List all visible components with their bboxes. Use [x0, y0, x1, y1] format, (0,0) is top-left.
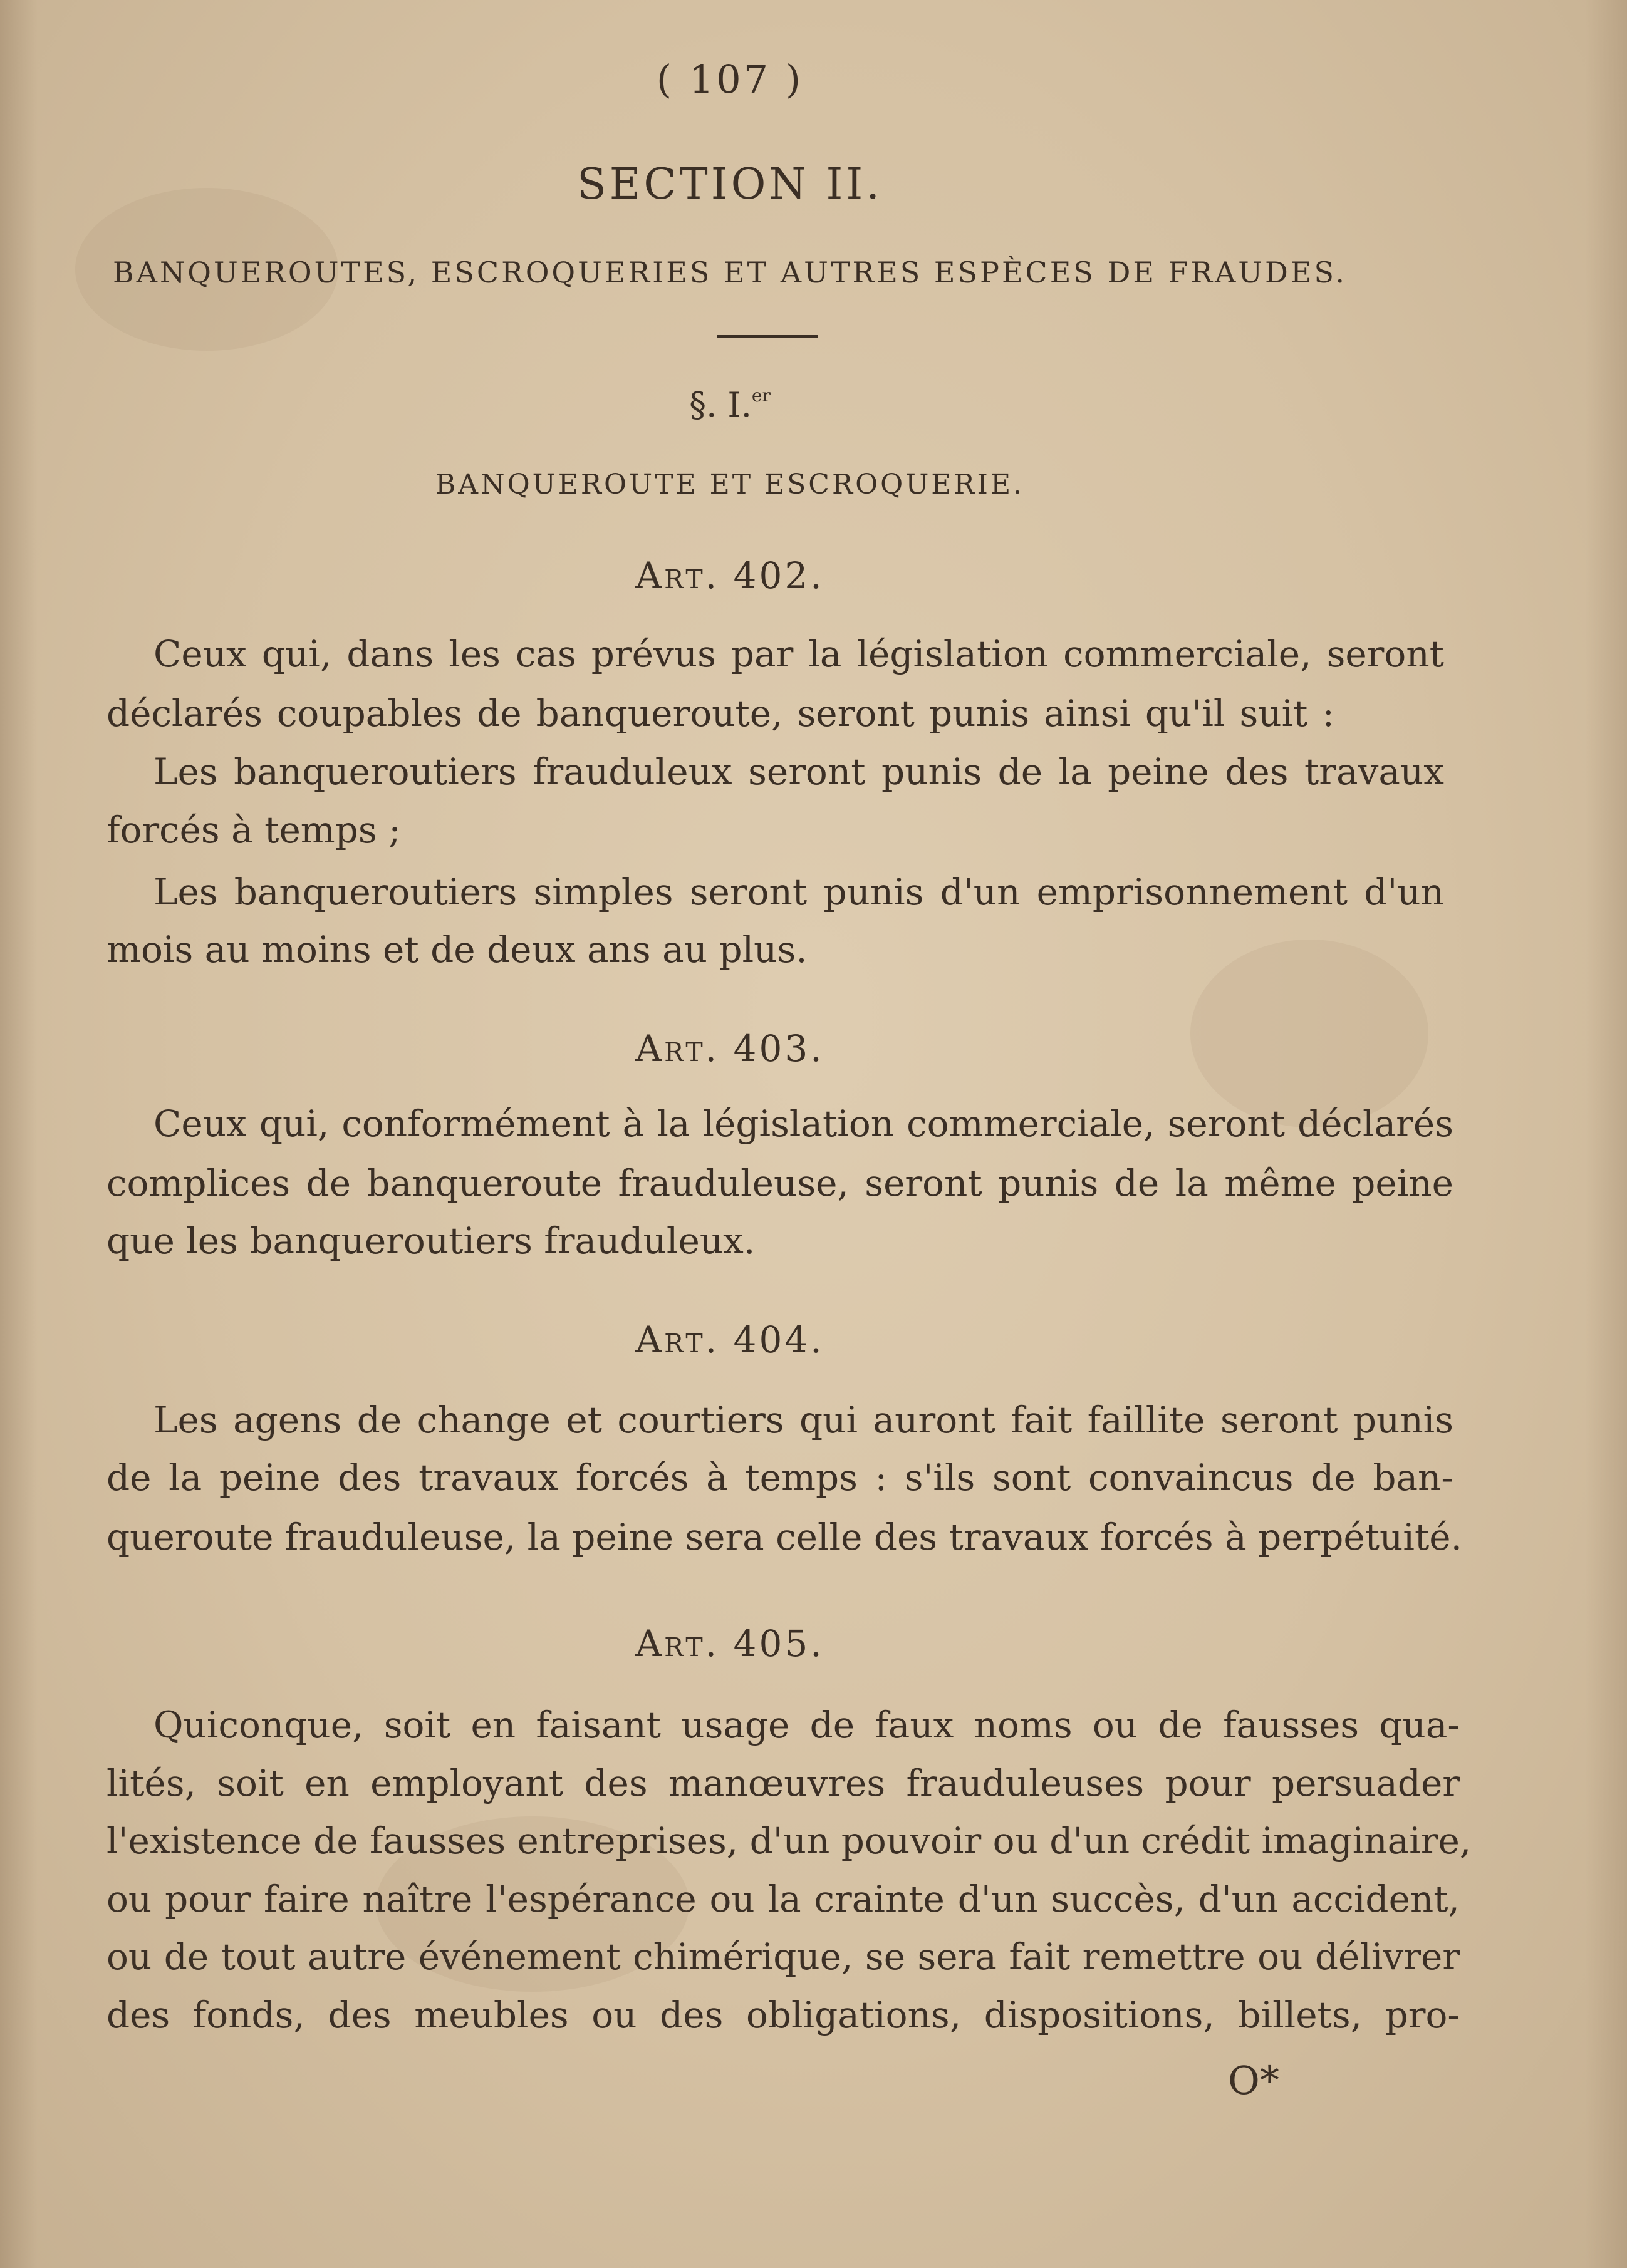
- paragraph-sign-superscript: er: [751, 385, 771, 406]
- text-line: mois au moins et de deux ans au plus.: [107, 928, 808, 971]
- paragraph-title: BANQUEROUTE ET ESCROQUERIE.: [435, 469, 1025, 500]
- text-line: de la peine des travaux forcés à temps : s'ils sont convaincus de ban-: [107, 1456, 1453, 1499]
- article-heading: Art. 402.: [635, 554, 824, 597]
- text-line: que les banqueroutiers frauduleux.: [107, 1219, 756, 1262]
- text-line: Les banqueroutiers simples seront punis d'un emprisonnement d'un: [153, 871, 1444, 913]
- paragraph-sign-text: §. I.: [689, 385, 752, 425]
- text-line: forcés à temps ;: [107, 809, 401, 851]
- page-number: ( 107 ): [656, 56, 804, 102]
- text-line: Les agens de change et courtiers qui auront fait faillite seront punis: [153, 1399, 1453, 1441]
- signature-mark: O*: [1228, 2058, 1279, 2103]
- text-line: des fonds, des meubles ou des obligations, dispositions, billets, pro-: [107, 1994, 1460, 2036]
- text-line: queroute frauduleuse, la peine sera celle des travaux forcés à perpétuité.: [107, 1516, 1463, 1558]
- text-line: ou de tout autre événement chimérique, se sera fait remettre ou délivrer: [107, 1935, 1460, 1978]
- section-subtitle: BANQUEROUTES, ESCROQUERIES ET AUTRES ESPÈCES DE FRAUDES.: [112, 256, 1348, 289]
- article-heading: Art. 403.: [635, 1027, 824, 1070]
- text-line: ou pour faire naître l'espérance ou la crainte d'un succès, d'un accident,: [107, 1878, 1460, 1920]
- text-line: déclarés coupables de banqueroute, seront punis ainsi qu'il suit :: [107, 692, 1334, 735]
- text-line: Les banqueroutiers frauduleux seront punis de la peine des travaux: [153, 750, 1444, 793]
- text-line: Quiconque, soit en faisant usage de faux noms ou de fausses qua-: [153, 1704, 1460, 1746]
- paragraph-sign: [0, 385, 1460, 425]
- text-line: lités, soit en employant des manœuvres frauduleuses pour persuader: [107, 1762, 1460, 1805]
- article-heading: Art. 404.: [635, 1318, 824, 1361]
- section-title: SECTION II.: [577, 160, 883, 209]
- divider-rule: [717, 335, 818, 338]
- text-line: Ceux qui, dans les cas prévus par la législation commerciale, seront: [153, 633, 1444, 675]
- text-line: complices de banqueroute frauduleuse, seront punis de la même peine: [107, 1162, 1453, 1204]
- text-line: Ceux qui, conformément à la législation commerciale, seront déclarés: [153, 1102, 1453, 1145]
- text-line: l'existence de fausses entreprises, d'un pouvoir ou d'un crédit imaginaire,: [107, 1820, 1472, 1862]
- article-heading: Art. 405.: [635, 1622, 824, 1665]
